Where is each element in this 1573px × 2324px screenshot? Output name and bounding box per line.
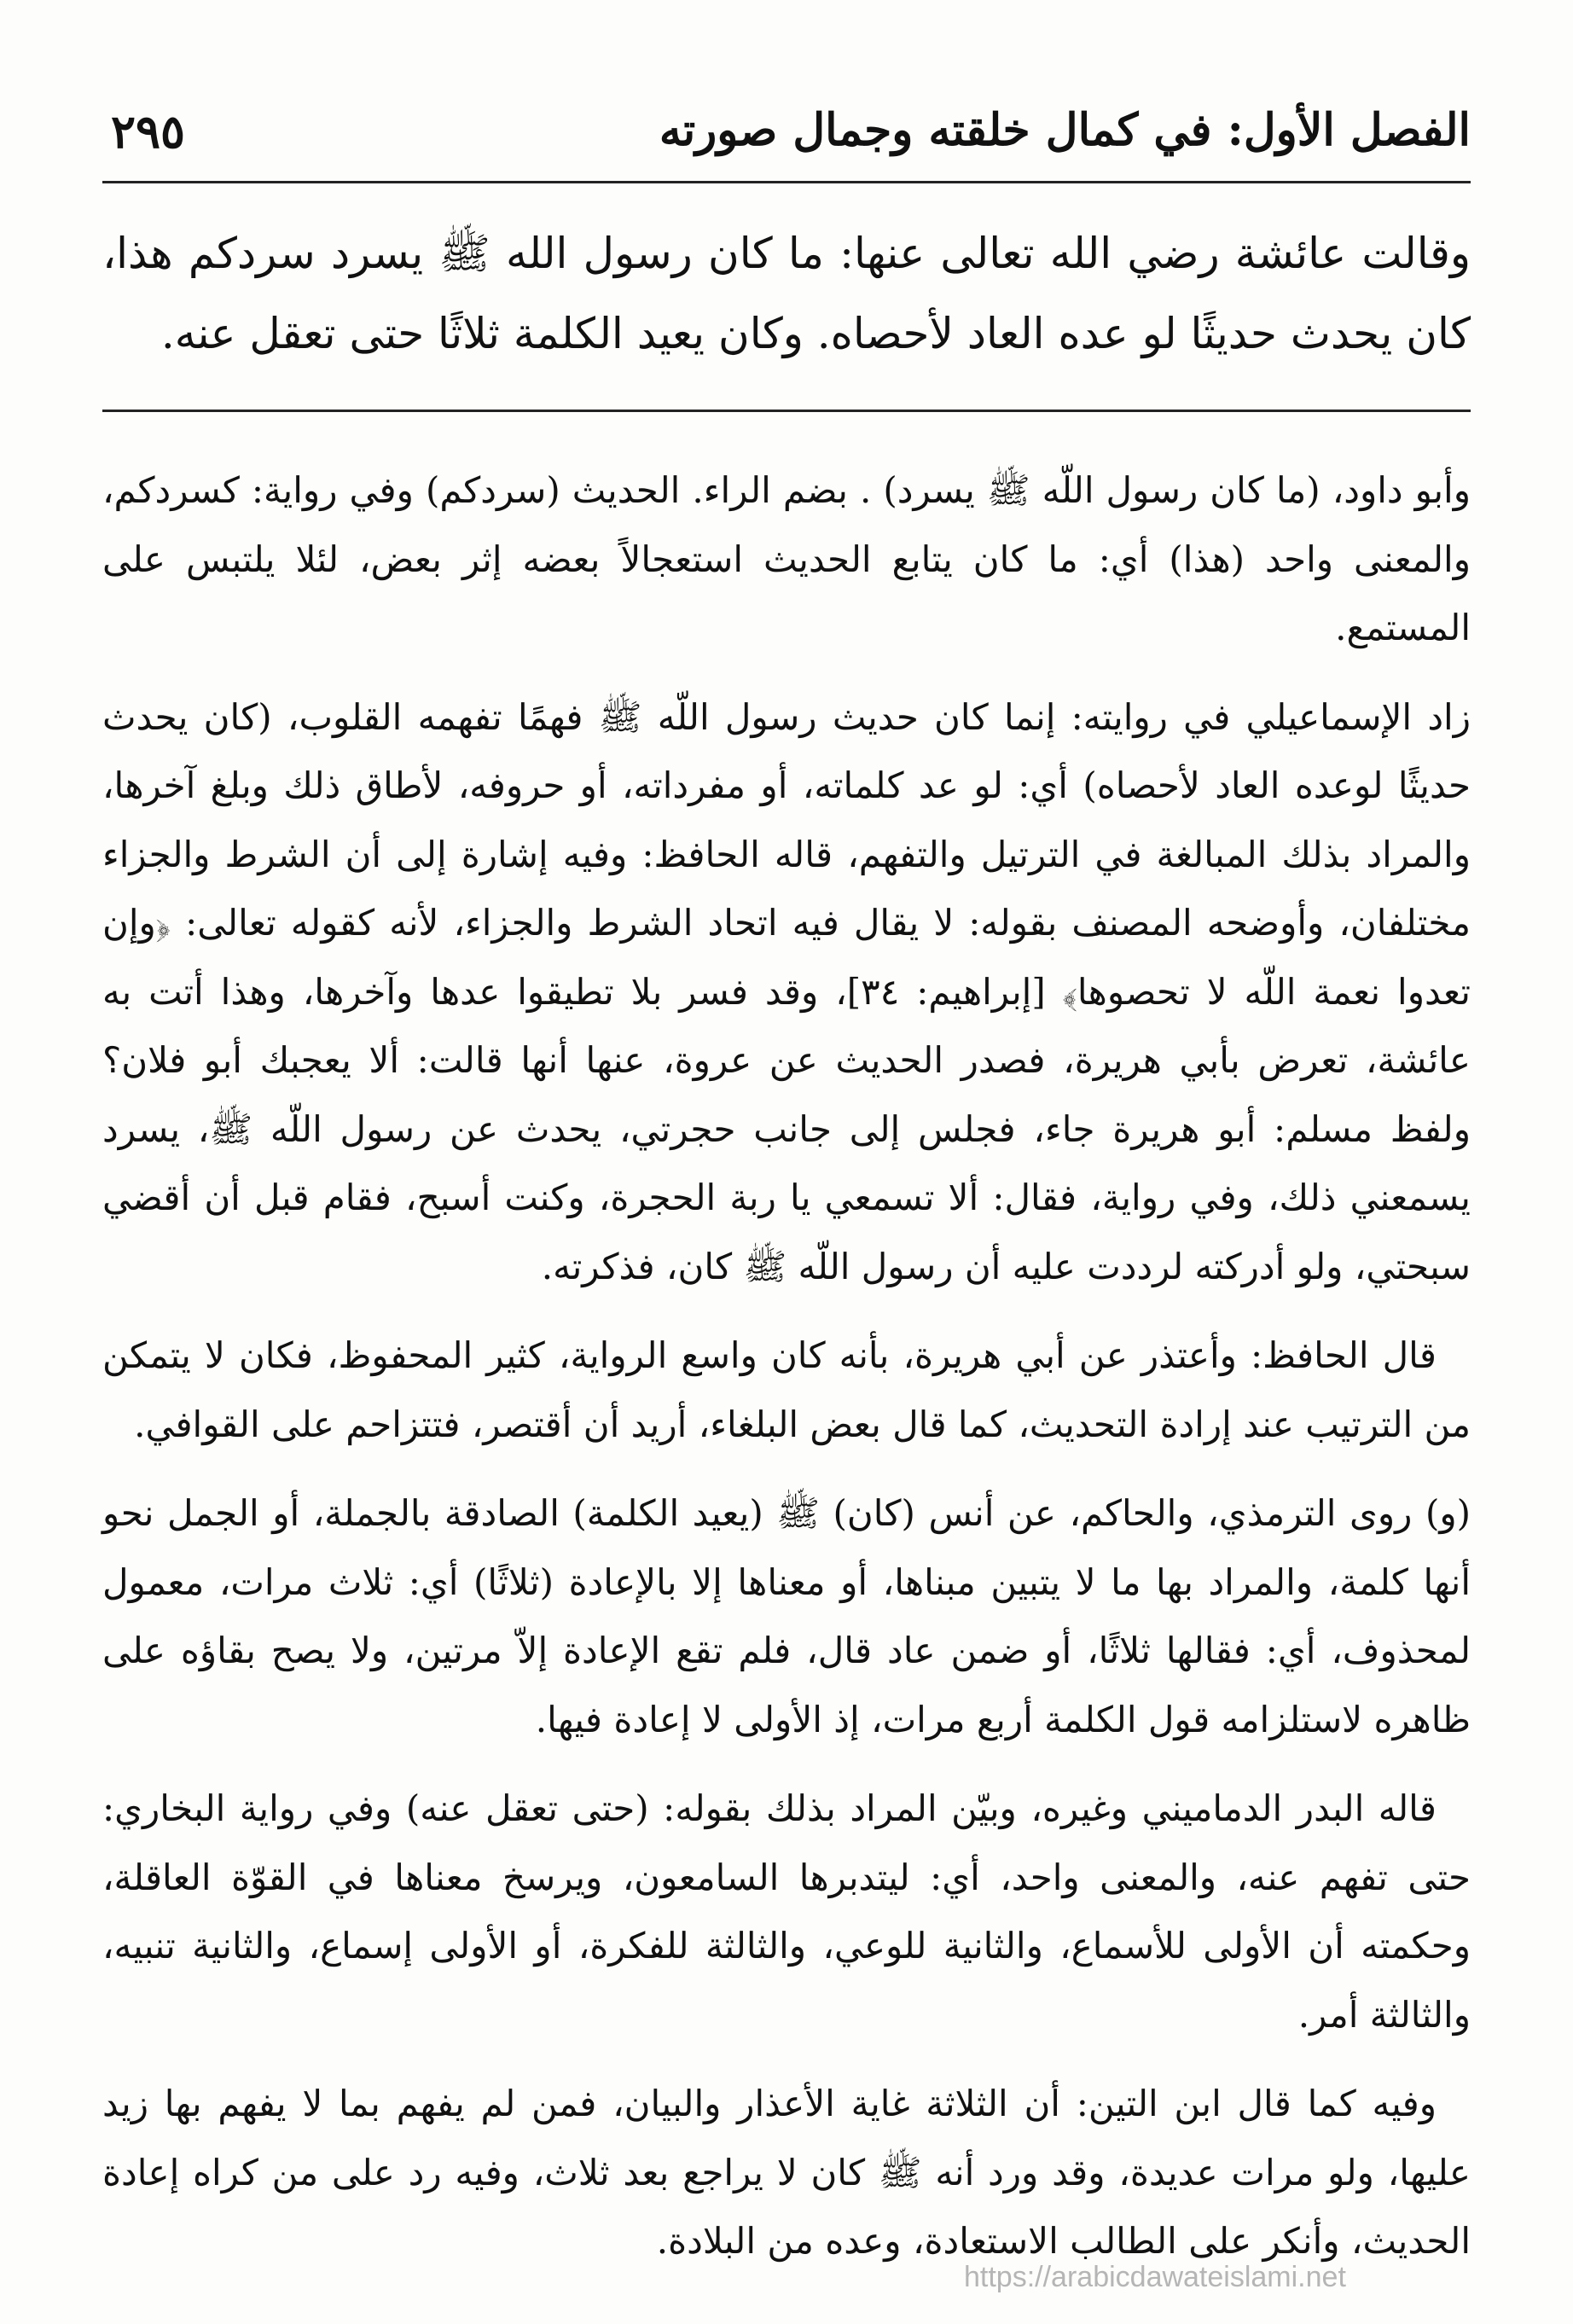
header-divider — [102, 181, 1471, 183]
watermark: https://arabicdawateislami.net — [964, 2261, 1346, 2293]
commentary-paragraph: زاد الإسماعيلي في روايته: إنما كان حديث رسول اللّه ﷺ فهمًا تفهمه القلوب، (كان يحدث حديثًا لوعده العاد لأحصاه) أي: لو عد كلماته، أو مفرداته، أو حروفه، لأطاق ذلك وبلغ آخرها، والمراد بذلك المبالغة في الترتيل والتفهم، قاله الحافظ: وفيه إشارة إلى أن الشرط والجزاء مختلفان، وأوضحه المصنف بقوله: لا يقال فيه اتحاد الشرط والجزاء، لأنه كقوله تعالى: ﴿وإن تعدوا نعمة اللّه لا تحصوها﴾ [إبراهيم: ٣٤]، وقد فسر بلا تطيقوا عدها وآخرها، وهذا أتت به عائشة، تعرض بأبي هريرة، فصدر الحديث عن عروة، عنها أنها قالت: ألا يعجبك أبو فلان؟ ولفظ مسلم: أبو هريرة جاء، فجلس إلى جانب حجرتي، يحدث عن رسول اللّه ﷺ، يسرد يسمعني ذلك، وفي رواية، فقال: ألا تسمعي يا ربة الحجرة، وكنت أسبح، فقام قبل أن أقضي سبحتي، ولو أدركته لرددت عليه أن رسول اللّه ﷺ كان، فذكرته. — [102, 695, 1471, 1287]
commentary-paragraph: قال الحافظ: وأعتذر عن أبي هريرة، بأنه كان واسع الرواية، كثير المحفوظ، فكان لا يتمكن من الترتيب عند إرادة التحديث، كما قال بعض البلغاء، أريد أن أقتصر، فتتزاحم على القوافي. — [102, 1334, 1471, 1445]
page-header — [102, 94, 1471, 179]
commentary-paragraph: وأبو داود، (ما كان رسول اللّه ﷺ يسرد) . بضم الراء. الحديث (سردكم) وفي رواية: كسردكم، والمعنى واحد (هذا) أي: ما كان يتابع الحديث استعجالاً بعضه إثر بعض، لئلا يلتبس على المستمع. — [102, 469, 1471, 648]
chapter-title: الفصل الأول: في كمال خلقته وجمال صورته — [659, 104, 1471, 156]
commentary-paragraph: (و) روى الترمذي، والحاكم، عن أنس (كان) ﷺ (يعيد الكلمة) الصادقة بالجملة، أو الجمل نحو أنها كلمة، والمراد بها ما لا يتبين مبناها، أو معناها إلا بالإعادة (ثلاثًا) أي: ثلاث مرات، معمول لمحذوف، أي: فقالها ثلاثًا، أو ضمن عاد قال، فلم تقع الإعادة إلاّ مرتين، ولا يصح بقاؤه على ظاهره لاستلزامه قول الكلمة أربع مرات، إذ الأولى لا إعادة فيها. — [102, 1492, 1471, 1740]
commentary-paragraph: وفيه كما قال ابن التين: أن الثلاثة غاية الأعذار والبيان، فمن لم يفهم بما لا يفهم بها زيد عليها، ولو مرات عديدة، وقد ورد أنه ﷺ كان لا يراجع بعد ثلاث، وفيه رد على من كراه إعادة الحديث، وأنكر على الطالب الاستعادة، وعده من البلادة. — [102, 2083, 1471, 2262]
page-number: ٢٩٥ — [111, 104, 186, 159]
footnote-divider — [102, 410, 1471, 412]
commentary — [102, 456, 1471, 2297]
commentary-paragraph: قاله البدر الدماميني وغيره، وبيّن المراد بذلك بقوله: (حتى تعقل عنه) وفي رواية البخاري: حتى تفهم عنه، والمعنى واحد، أي: ليتدبرها السامعون، ويرسخ معناها في القوّة العاقلة، وحكمته أن الأولى للأسماع، والثانية للوعي، والثالثة للفكرة، أو الأولى إسماع، والثانية تنبيه، والثالثة أمر. — [102, 1787, 1471, 2036]
hadith-text: وقالت عائشة رضي الله تعالى عنها: ما كان رسول الله ﷺ يسرد سردكم هذا، كان يحدث حديثًا لو عده العاد لأحصاه. وكان يعيد الكلمة ثلاثًا حتى تعقل عنه. — [102, 229, 1471, 358]
